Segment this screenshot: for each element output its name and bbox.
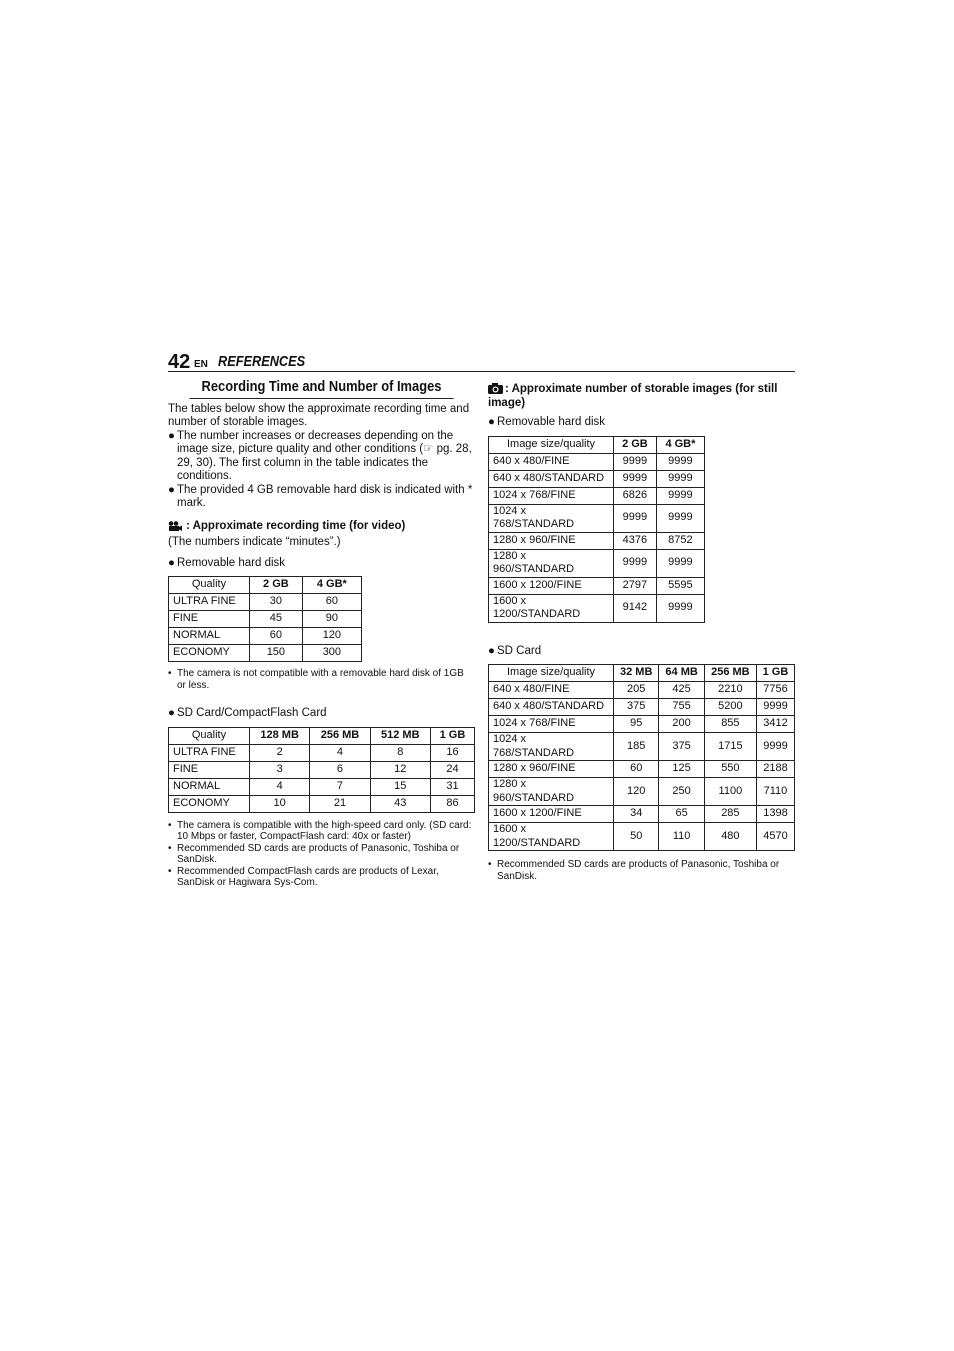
page-header [168,351,795,372]
camera-icon [488,383,503,394]
table-row: 1024 x 768/FINE 6826 9999 [489,487,705,504]
bullet-item: ● The number increases or decreases depending on the image size, picture quality and other conditions (☞ pg. 28, 29, 30). The first column in the table indicates the conditions. [168,429,472,482]
table-row: 1600 x 1200/STANDARD 9142 9999 [489,594,705,622]
still-heading: : Approximate number of storable images (for still image) [488,383,778,409]
still-sd-table [488,664,795,851]
table-row: NORMAL 4 7 15 31 [169,778,475,795]
hdd-footnote: • The camera is not compatible with a removable hard disk of 1GB or less. [168,668,464,691]
table-row: NORMAL 60 120 [169,628,362,645]
table-row: 640 x 480/FINE 9999 9999 [489,453,705,470]
units-note: (The numbers indicate “minutes”.) [168,536,341,548]
table-header-row: Quality 128 MB 256 MB 512 MB 1 GB [169,727,475,744]
table-row: ECONOMY 150 300 [169,645,362,662]
page-number: 42 [168,351,191,373]
left-column [168,380,475,889]
table-row: 1280 x 960/FINE 4376 8752 [489,532,705,549]
table-row: 640 x 480/STANDARD 375 755 5200 9999 [489,699,795,716]
table-row: 640 x 480/FINE 205 425 2210 7756 [489,682,795,699]
table-row: 1024 x 768/STANDARD 185 375 1715 9999 [489,733,795,761]
table-row: 1600 x 1200/FINE 34 65 285 1398 [489,806,795,823]
table-header-row: Image size/quality 2 GB 4 GB* [489,436,705,453]
sd-footnote: • The camera is compatible with the high-speed card only. (SD card: 10 Mbps or faster, CompactFlash card: 40x or faster) [168,819,472,842]
sd-footnote: • Recommended CompactFlash cards are products of Lexar, SanDisk or Hagiwara Sys-Com. [168,865,439,888]
bullet-item: ● The provided 4 GB removable hard disk is indicated with * mark. [168,483,473,509]
table-header-row: Image size/quality 32 MB 64 MB 256 MB 1 GB [489,665,795,682]
section-title: REFERENCES [218,353,306,370]
right-column [488,383,795,882]
table-row: FINE 3 6 12 24 [169,761,475,778]
table-row: 1600 x 1200/FINE 2797 5595 [489,577,705,594]
page-title: Recording Time and Number of Images [189,380,453,399]
still-hdd-table [488,436,705,623]
table-row: 1600 x 1200/STANDARD 50 110 480 4570 [489,823,795,851]
table-row: 1280 x 960/STANDARD 120 250 1100 7110 [489,778,795,806]
table-row: 1280 x 960/STANDARD 9999 9999 [489,549,705,577]
table-row: FINE 45 90 [169,611,362,628]
table-header-row: Quality 2 GB 4 GB* [169,577,362,594]
table-row: ULTRA FINE 30 60 [169,594,362,611]
table-row: 1024 x 768/STANDARD 9999 9999 [489,504,705,532]
sd-label: ● SD Card [488,644,542,657]
table-row: ECONOMY 10 21 43 86 [169,795,475,812]
table-row: 640 x 480/STANDARD 9999 9999 [489,470,705,487]
sd-label: ● SD Card/CompactFlash Card [168,707,327,719]
video-sd-table [168,727,475,813]
video-camera-icon [168,521,182,531]
table-row: 1280 x 960/FINE 60 125 550 2188 [489,761,795,778]
intro-text: The tables below show the approximate recording time and number of storable images. [168,402,470,428]
hdd-label: ● Removable hard disk [168,556,286,569]
table-row: 1024 x 768/FINE 95 200 855 3412 [489,716,795,733]
sd-footnote: • Recommended SD cards are products of Panasonic, Toshiba or SanDisk. [168,842,460,865]
hdd-label: ● Removable hard disk [488,416,606,428]
language-code: EN [194,359,208,370]
video-hdd-table [168,576,362,662]
table-row: ULTRA FINE 2 4 8 16 [169,744,475,761]
sd-footnote: • Recommended SD cards are products of Panasonic, Toshiba or SanDisk. [488,859,780,882]
video-heading: : Approximate recording time (for video) [168,520,475,534]
